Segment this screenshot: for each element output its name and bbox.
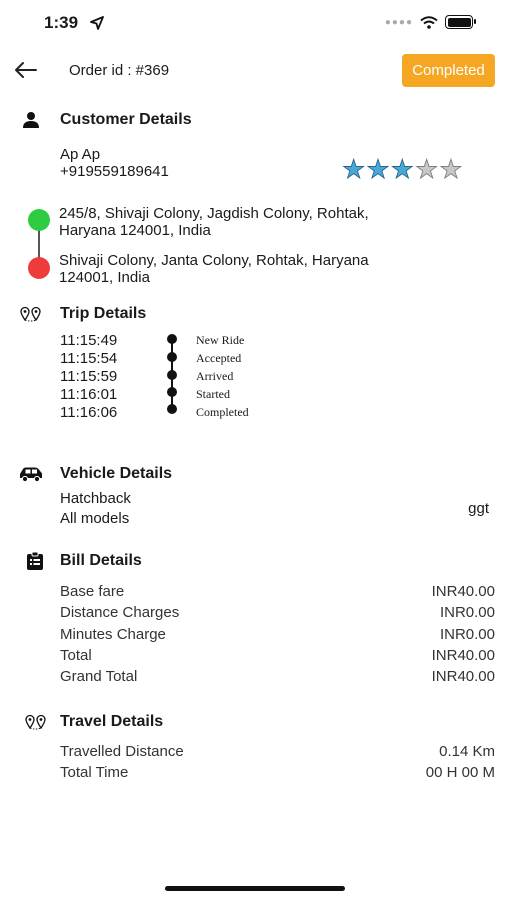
vehicle-details-title: Vehicle Details [60,465,173,482]
trip-event-label: Arrived [196,369,234,383]
trip-event-label: Completed [196,405,249,419]
bill-row-value: INR40.00 [431,668,495,685]
person-icon [20,109,42,131]
location-arrow-icon [90,16,104,30]
drop-dot-icon [28,257,50,279]
pickup-address-line2: Haryana 124001, India [59,222,211,239]
trip-event-time: 11:16:06 [60,404,118,421]
bill-row-value: INR40.00 [431,647,495,664]
trip-event-label: Accepted [196,351,242,365]
home-indicator[interactable] [165,886,345,891]
customer-name: Ap Ap [60,146,101,163]
customer-phone[interactable]: +919559189641 [60,163,169,180]
timeline-dot [167,387,177,397]
timeline-dot [167,352,177,362]
trip-pins-icon [20,303,42,325]
star-icon[interactable]: ★ [390,154,414,184]
trip-event-time: 11:15:49 [60,332,118,349]
star-icon[interactable]: ★ [439,154,463,184]
status-time: 1:39 [44,13,79,32]
star-icon[interactable]: ★ [414,154,439,184]
bill-row-label: Base fare [60,583,125,600]
trip-event-time: 11:15:59 [60,368,118,385]
customer-details-title: Customer Details [60,111,192,128]
vehicle-number: ggt [468,500,489,517]
rating-stars [342,156,463,182]
star-icon[interactable]: ★ [366,154,390,184]
trip-details-title: Trip Details [60,305,147,322]
travel-row-value: 0.14 Km [439,743,495,760]
trip-event-time: 11:16:01 [60,386,118,403]
trip-event-label: Started [196,387,230,401]
bill-row-label: Distance Charges [60,604,180,621]
trip-event-time: 11:15:54 [60,350,118,367]
bill-row-label: Total [60,647,92,664]
timeline-dot [167,334,177,344]
travel-row-label: Travelled Distance [60,743,184,760]
back-arrow-icon[interactable] [12,58,40,82]
car-icon [18,463,44,485]
timeline-dot [167,404,177,414]
drop-address-line2: 124001, India [59,269,150,286]
status-indicators [385,15,473,29]
drop-address-line1: Shivaji Colony, Janta Colony, Rohtak, Haryana [59,252,369,269]
signal-icon: ●●●● [384,16,413,28]
bill-row-value: INR40.00 [431,583,495,600]
vehicle-model: All models [60,510,130,527]
bill-row-value: INR0.00 [439,604,495,621]
travel-row-value: 00 H 00 M [425,764,495,781]
wifi-icon [420,16,438,29]
travel-row-label: Total Time [60,764,129,781]
travel-details-title: Travel Details [60,713,164,730]
bill-row-label: Grand Total [60,668,138,685]
travel-pins-icon [25,711,47,733]
battery-icon [445,15,473,29]
pickup-address-line1: 245/8, Shivaji Colony, Jagdish Colony, Rohtak, [59,205,369,222]
bill-row-value: INR0.00 [439,626,495,643]
bill-row-label: Minutes Charge [60,626,166,643]
status-completed-button[interactable]: Completed [402,54,495,87]
star-icon[interactable]: ★ [342,154,366,184]
order-id: Order id : #369 [69,62,170,79]
bill-details-title: Bill Details [60,552,142,569]
timeline-dot [167,370,177,380]
clipboard-icon [25,550,45,572]
trip-event-label: New Ride [196,333,245,347]
pickup-dot-icon [28,209,50,231]
vehicle-type: Hatchback [60,490,131,507]
